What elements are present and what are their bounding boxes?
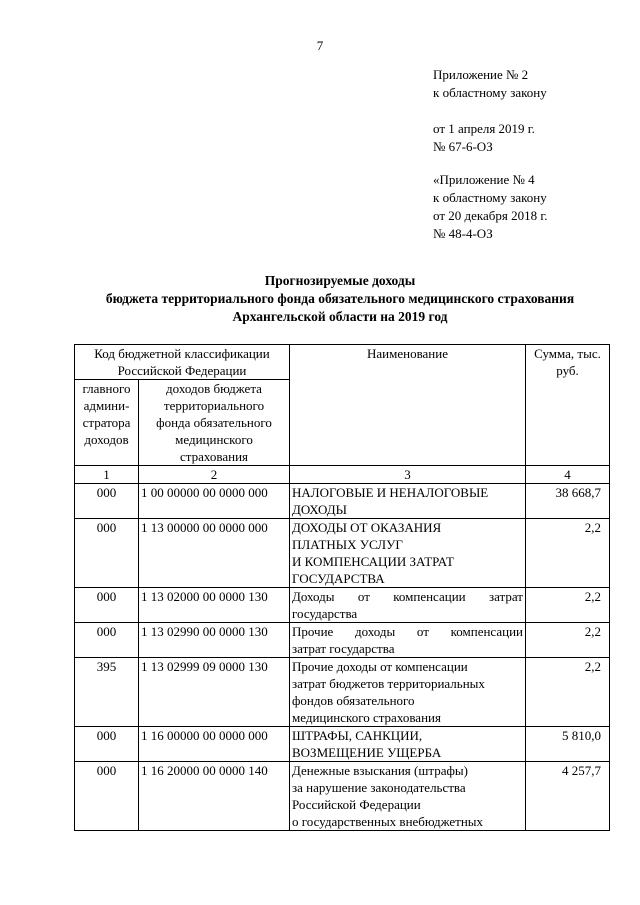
classification-code-cell: 1 13 02999 09 0000 130 — [139, 658, 290, 727]
header-name: Наименование — [290, 345, 526, 466]
classification-code-cell: 1 13 02990 00 0000 130 — [139, 623, 290, 658]
name-line: ПЛАТНЫХ УСЛУГ — [292, 537, 403, 552]
classification-code-cell: 1 13 02000 00 0000 130 — [139, 588, 290, 623]
sum-cell: 5 810,0 — [526, 727, 610, 762]
col-number: 4 — [526, 466, 610, 484]
header-code-group: Код бюджетной классификации Российской Федерации — [75, 345, 290, 380]
appendix-line: Приложение № 2 — [433, 67, 529, 82]
header-income: доходов бюджета территориального фонда обязательного медицинского страхования — [139, 380, 290, 466]
title-line: Архангельской области на 2019 год — [232, 309, 448, 324]
table-row — [75, 658, 610, 727]
revenue-name-cell — [290, 727, 526, 762]
appendix-line: к областному закону — [433, 85, 547, 100]
admin-code-cell: 000 — [75, 727, 139, 762]
name-line: НАЛОГОВЫЕ И НЕНАЛОГОВЫЕ — [292, 485, 489, 500]
sum-cell: 2,2 — [526, 658, 610, 727]
classification-code-cell: 1 13 00000 00 0000 000 — [139, 519, 290, 588]
admin-code-cell: 000 — [75, 519, 139, 588]
header-admin: главного админи- стратора доходов — [75, 380, 139, 466]
name-line: медицинского страхования — [292, 710, 441, 725]
appendix-line: «Приложение № 4 — [433, 172, 535, 187]
table-row — [75, 623, 610, 658]
document-title — [40, 272, 640, 326]
appendix-line: от 20 декабря 2018 г. — [433, 208, 548, 223]
name-line: затрат бюджетов территориальных — [292, 676, 485, 691]
header-row — [75, 345, 610, 380]
column-number-row — [75, 466, 610, 484]
admin-code-cell: 000 — [75, 762, 139, 831]
revenue-name-cell — [290, 658, 526, 727]
header-sum: Сумма, тыс. руб. — [526, 345, 610, 466]
table-row — [75, 484, 610, 519]
name-line: Прочие доходы от компенсации — [292, 659, 468, 674]
name-line: Российской Федерации — [292, 797, 421, 812]
appendix-line: № 48-4-ОЗ — [433, 226, 493, 241]
appendix-line: № 67-6-ОЗ — [433, 139, 493, 154]
appendix-current — [433, 66, 547, 156]
revenue-name-cell — [290, 623, 526, 658]
table-row — [75, 727, 610, 762]
revenue-name-cell — [290, 762, 526, 831]
classification-code-cell: 1 00 00000 00 0000 000 — [139, 484, 290, 519]
table-row — [75, 762, 610, 831]
col-number: 1 — [75, 466, 139, 484]
sum-cell: 2,2 — [526, 519, 610, 588]
name-line: затрат государства — [292, 641, 395, 656]
name-line: фондов обязательного — [292, 693, 415, 708]
admin-code-cell: 000 — [75, 623, 139, 658]
sum-cell: 2,2 — [526, 623, 610, 658]
page-number: 7 — [316, 38, 324, 53]
name-line: ВОЗМЕЩЕНИЕ УЩЕРБА — [292, 745, 442, 760]
sum-cell: 4 257,7 — [526, 762, 610, 831]
table-row — [75, 588, 610, 623]
name-line: Доходы от компенсации затрат — [292, 589, 523, 604]
classification-code-cell: 1 16 20000 00 0000 140 — [139, 762, 290, 831]
name-line: Денежные взыскания (штрафы) — [292, 763, 468, 778]
appendix-prior — [433, 171, 548, 243]
title-line: бюджета территориального фонда обязательного медицинского страхования — [105, 291, 575, 306]
name-line: ГОСУДАРСТВА — [292, 571, 385, 586]
admin-code-cell: 395 — [75, 658, 139, 727]
table-row — [75, 519, 610, 588]
appendix-line: к областному закону — [433, 190, 547, 205]
admin-code-cell: 000 — [75, 588, 139, 623]
revenue-name-cell — [290, 484, 526, 519]
title-line: Прогнозируемые доходы — [264, 273, 416, 288]
revenue-name-cell — [290, 588, 526, 623]
name-line: государства — [292, 606, 358, 621]
classification-code-cell: 1 16 00000 00 0000 000 — [139, 727, 290, 762]
name-line: ДОХОДЫ ОТ ОКАЗАНИЯ — [292, 520, 442, 535]
sum-cell: 38 668,7 — [526, 484, 610, 519]
name-line: ШТРАФЫ, САНКЦИИ, — [292, 728, 423, 743]
name-line: о государственных внебюджетных — [292, 814, 484, 829]
col-number: 3 — [290, 466, 526, 484]
revenue-name-cell — [290, 519, 526, 588]
name-line: Прочие доходы от компенсации — [292, 624, 523, 639]
appendix-line: от 1 апреля 2019 г. — [433, 121, 535, 136]
name-line: И КОМПЕНСАЦИИ ЗАТРАТ — [292, 554, 454, 569]
name-line: за нарушение законодательства — [292, 780, 466, 795]
col-number: 2 — [139, 466, 290, 484]
name-line: ДОХОДЫ — [292, 502, 347, 517]
sum-cell: 2,2 — [526, 588, 610, 623]
admin-code-cell: 000 — [75, 484, 139, 519]
revenue-table — [74, 344, 610, 831]
